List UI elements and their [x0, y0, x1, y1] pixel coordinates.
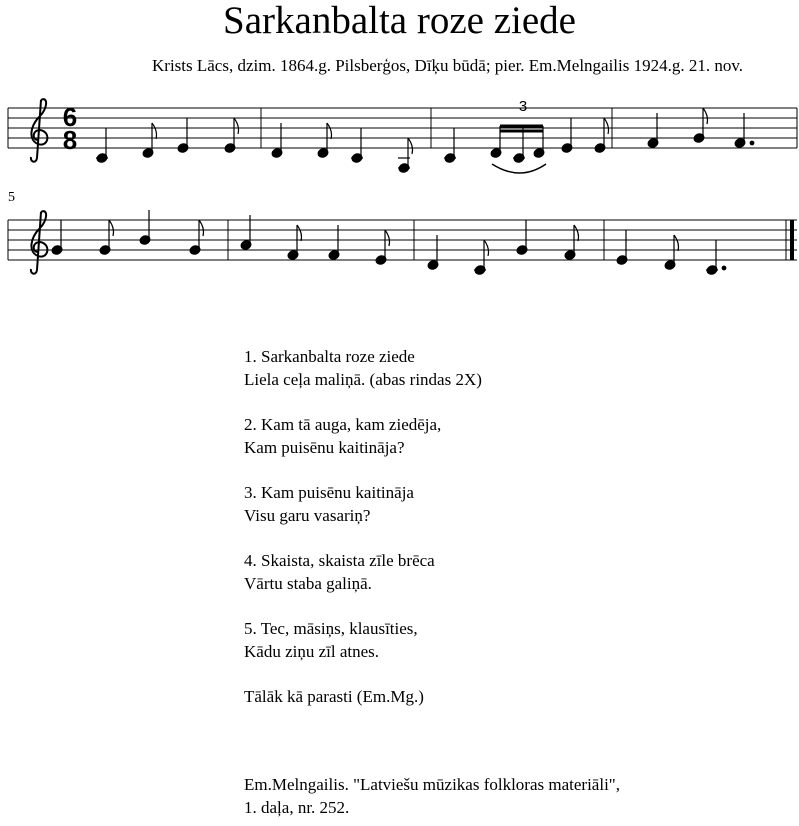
lyric-line: 4. Skaista, skaista zīle brēca	[244, 551, 435, 570]
song-title: Sarkanbalta roze ziede	[223, 0, 576, 42]
stanza-1	[244, 345, 764, 391]
lyric-line: 1. Sarkanbalta roze ziede	[244, 347, 415, 366]
time-signature-beat-type: 8	[62, 125, 78, 155]
lyric-line: 3. Kam puisēnu kaitināja	[244, 483, 414, 502]
treble-clef-icon	[31, 99, 48, 161]
sheet-music	[0, 0, 799, 330]
staff-system-1	[8, 108, 797, 148]
citation-line: Em.Melngailis. "Latviešu mūzikas folkloras materiāli",	[244, 775, 620, 794]
lyric-line: Visu garu vasariņ?	[244, 506, 371, 525]
tuplet-number: 3	[518, 98, 528, 115]
lyric-line: 5. Tec, māsiņs, klausīties,	[244, 619, 418, 638]
stanza-4	[244, 549, 764, 595]
lyric-line: Vārtu staba galiņā.	[244, 574, 372, 593]
lyric-line: Kam puisēnu kaitināja?	[244, 438, 405, 457]
lyric-line: Kādu ziņu zīl atnes.	[244, 642, 380, 661]
source-citation	[244, 773, 784, 819]
lyric-line: Liela ceļa maliņā. (abas rindas 2X)	[244, 370, 482, 389]
stanza-2	[244, 413, 764, 459]
stanza-3	[244, 481, 764, 527]
time-signature-beats: 6	[62, 102, 78, 132]
lyric-line: Tālāk kā parasti (Em.Mg.)	[244, 687, 424, 706]
measure-number: 5	[8, 190, 15, 205]
song-subtitle: Krists Lācs, dzim. 1864.g. Pilsberģos, Dīķu būdā; pier. Em.Melngailis 1924.g. 21. nov.	[152, 56, 744, 75]
closing-note	[244, 685, 764, 708]
citation-line: 1. daļa, nr. 252.	[244, 798, 350, 817]
lyric-line: 2. Kam tā auga, kam ziedēja,	[244, 415, 442, 434]
stanza-5	[244, 617, 764, 663]
lyrics	[244, 345, 764, 730]
staff-system-2	[8, 220, 797, 260]
treble-clef-icon	[31, 211, 48, 273]
